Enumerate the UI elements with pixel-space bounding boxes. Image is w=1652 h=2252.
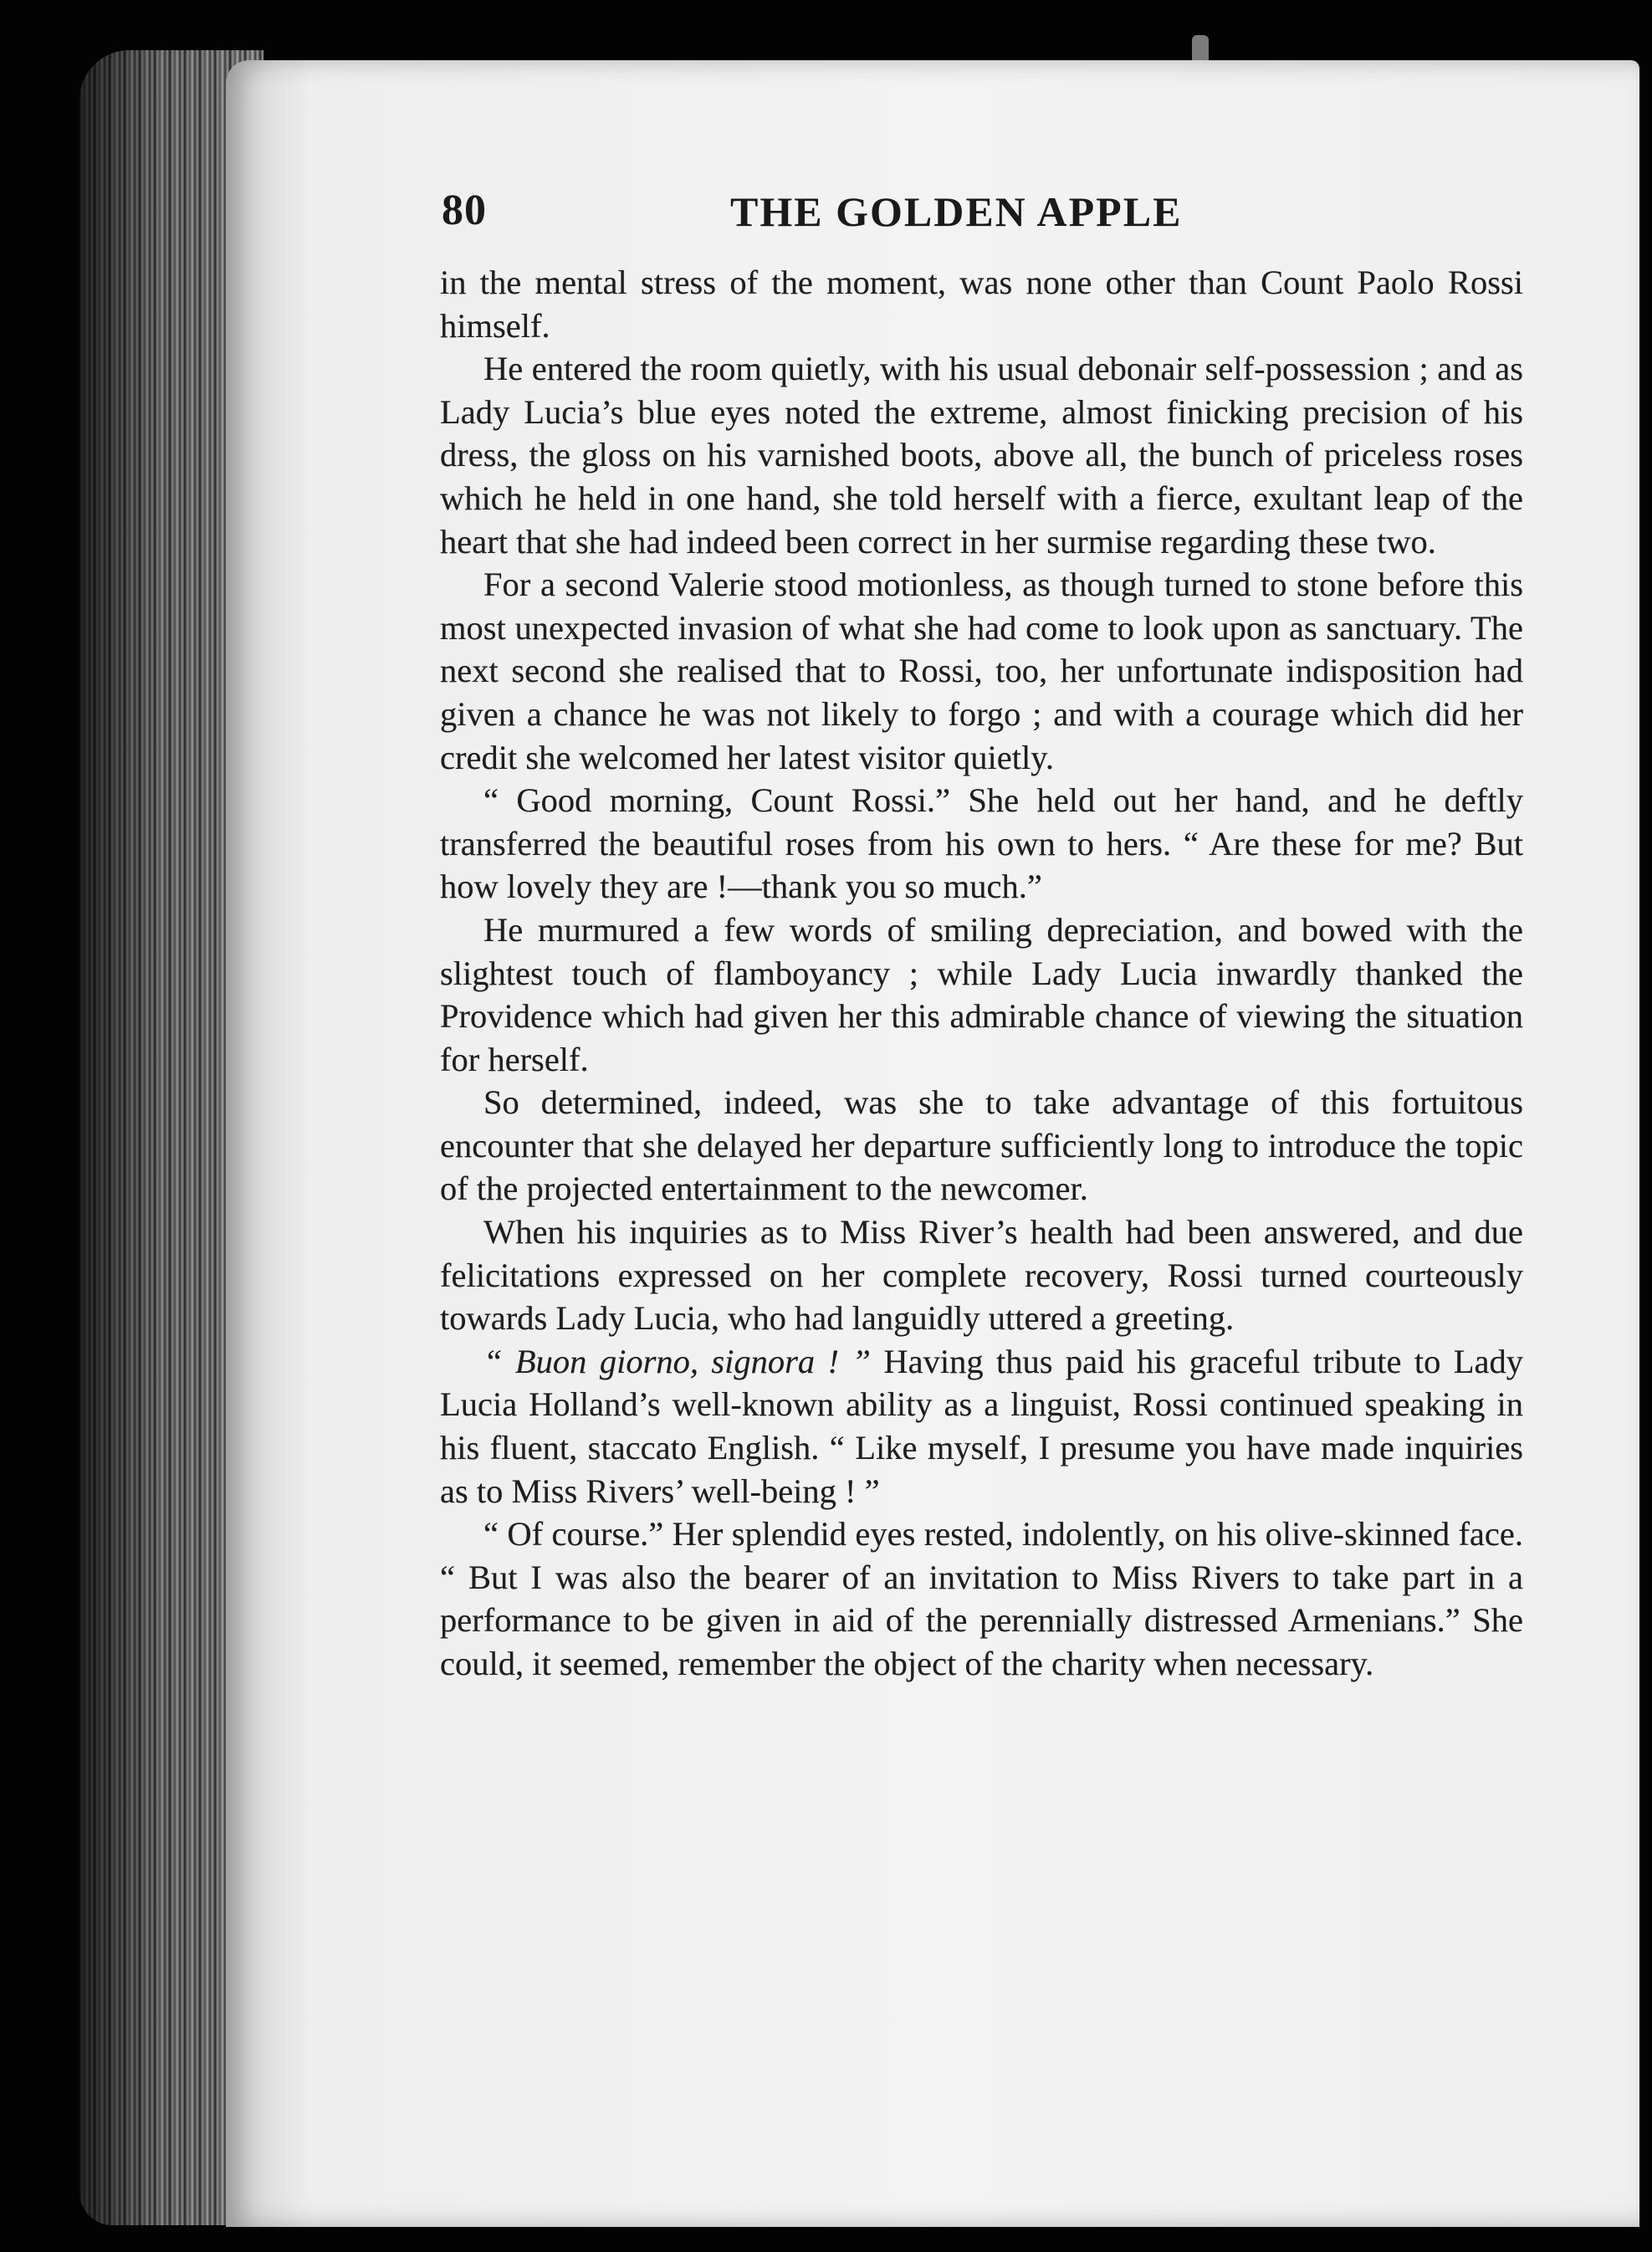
paragraph: For a second Valerie stood motionless, as though turned to stone before this most unexpected invasion of what she had come to look upon as sanctuary. The next second she realised that to Rossi, too, her unfortunate indisposition had given a chance he was not likely to forgo ; and with a courage which did her credit she welcomed her latest visitor quietly. [440,566,1523,776]
page-header [442,186,1529,253]
paragraph: So determined, indeed, was she to take advantage of this fortuitous encounter that she delayed her departure sufficiently long to introduce the topic of the projected entertainment to the newcomer. [440,1083,1523,1208]
paragraph: “ Of course.” Her splendid eyes rested, indolently, on his olive-skinned face. “ But I was also the bearer of an invitation to Miss Rivers to take part in a performance to be given in aid of the perennially distressed Armenians.” She could, it seemed, remember the object of the charity when necessary. [440,1515,1523,1682]
page-number: 80 [442,187,487,234]
paragraph-with-italic [440,1340,1523,1512]
paragraph: When his inquiries as to Miss River’s health had been answered, and due felicitations expressed on her complete recovery, Rossi turned courteously towards Lady Lucia, who had languidly uttered a greeting. [440,1213,1523,1338]
body-text [440,261,1523,1686]
italic-greeting: “ Buon giorno, signora ! ” [483,1342,871,1380]
paragraph: “ Good morning, Count Rossi.” She held out her hand, and he deftly transferred the beautiful roses from his own to hers. “ Are these for me? But how lovely they are !—thank you so much.” [440,781,1523,906]
paragraph-rest: Having thus paid his graceful tribute to Lady Lucia Holland’s well-known ability as a linguist, Rossi continued speaking in his fluent, staccato English. “ Like myself, I presume you have made inquiries as to Miss Rivers’ well-being ! ” [440,1342,1523,1510]
running-title: THE GOLDEN APPLE [730,188,1183,235]
paragraph: He entered the room quietly, with his usual debonair self-possession ; and as Lady Lucia’s blue eyes noted the extreme, almost finicking precision of his dress, the gloss on his varnished boots, above all, the bunch of priceless roses which he held in one hand, she told herself with a fierce, exultant leap of the heart that she had indeed been correct in her surmise regarding these two. [440,350,1523,560]
paragraph: in the mental stress of the moment, was none other than Count Paolo Rossi himself. [440,264,1523,345]
paragraph: He murmured a few words of smiling depreciation, and bowed with the slightest touch of flamboyancy ; while Lady Lucia inwardly thanked the Providence which had given her this admirable chance of viewing the situation for herself. [440,910,1523,1078]
